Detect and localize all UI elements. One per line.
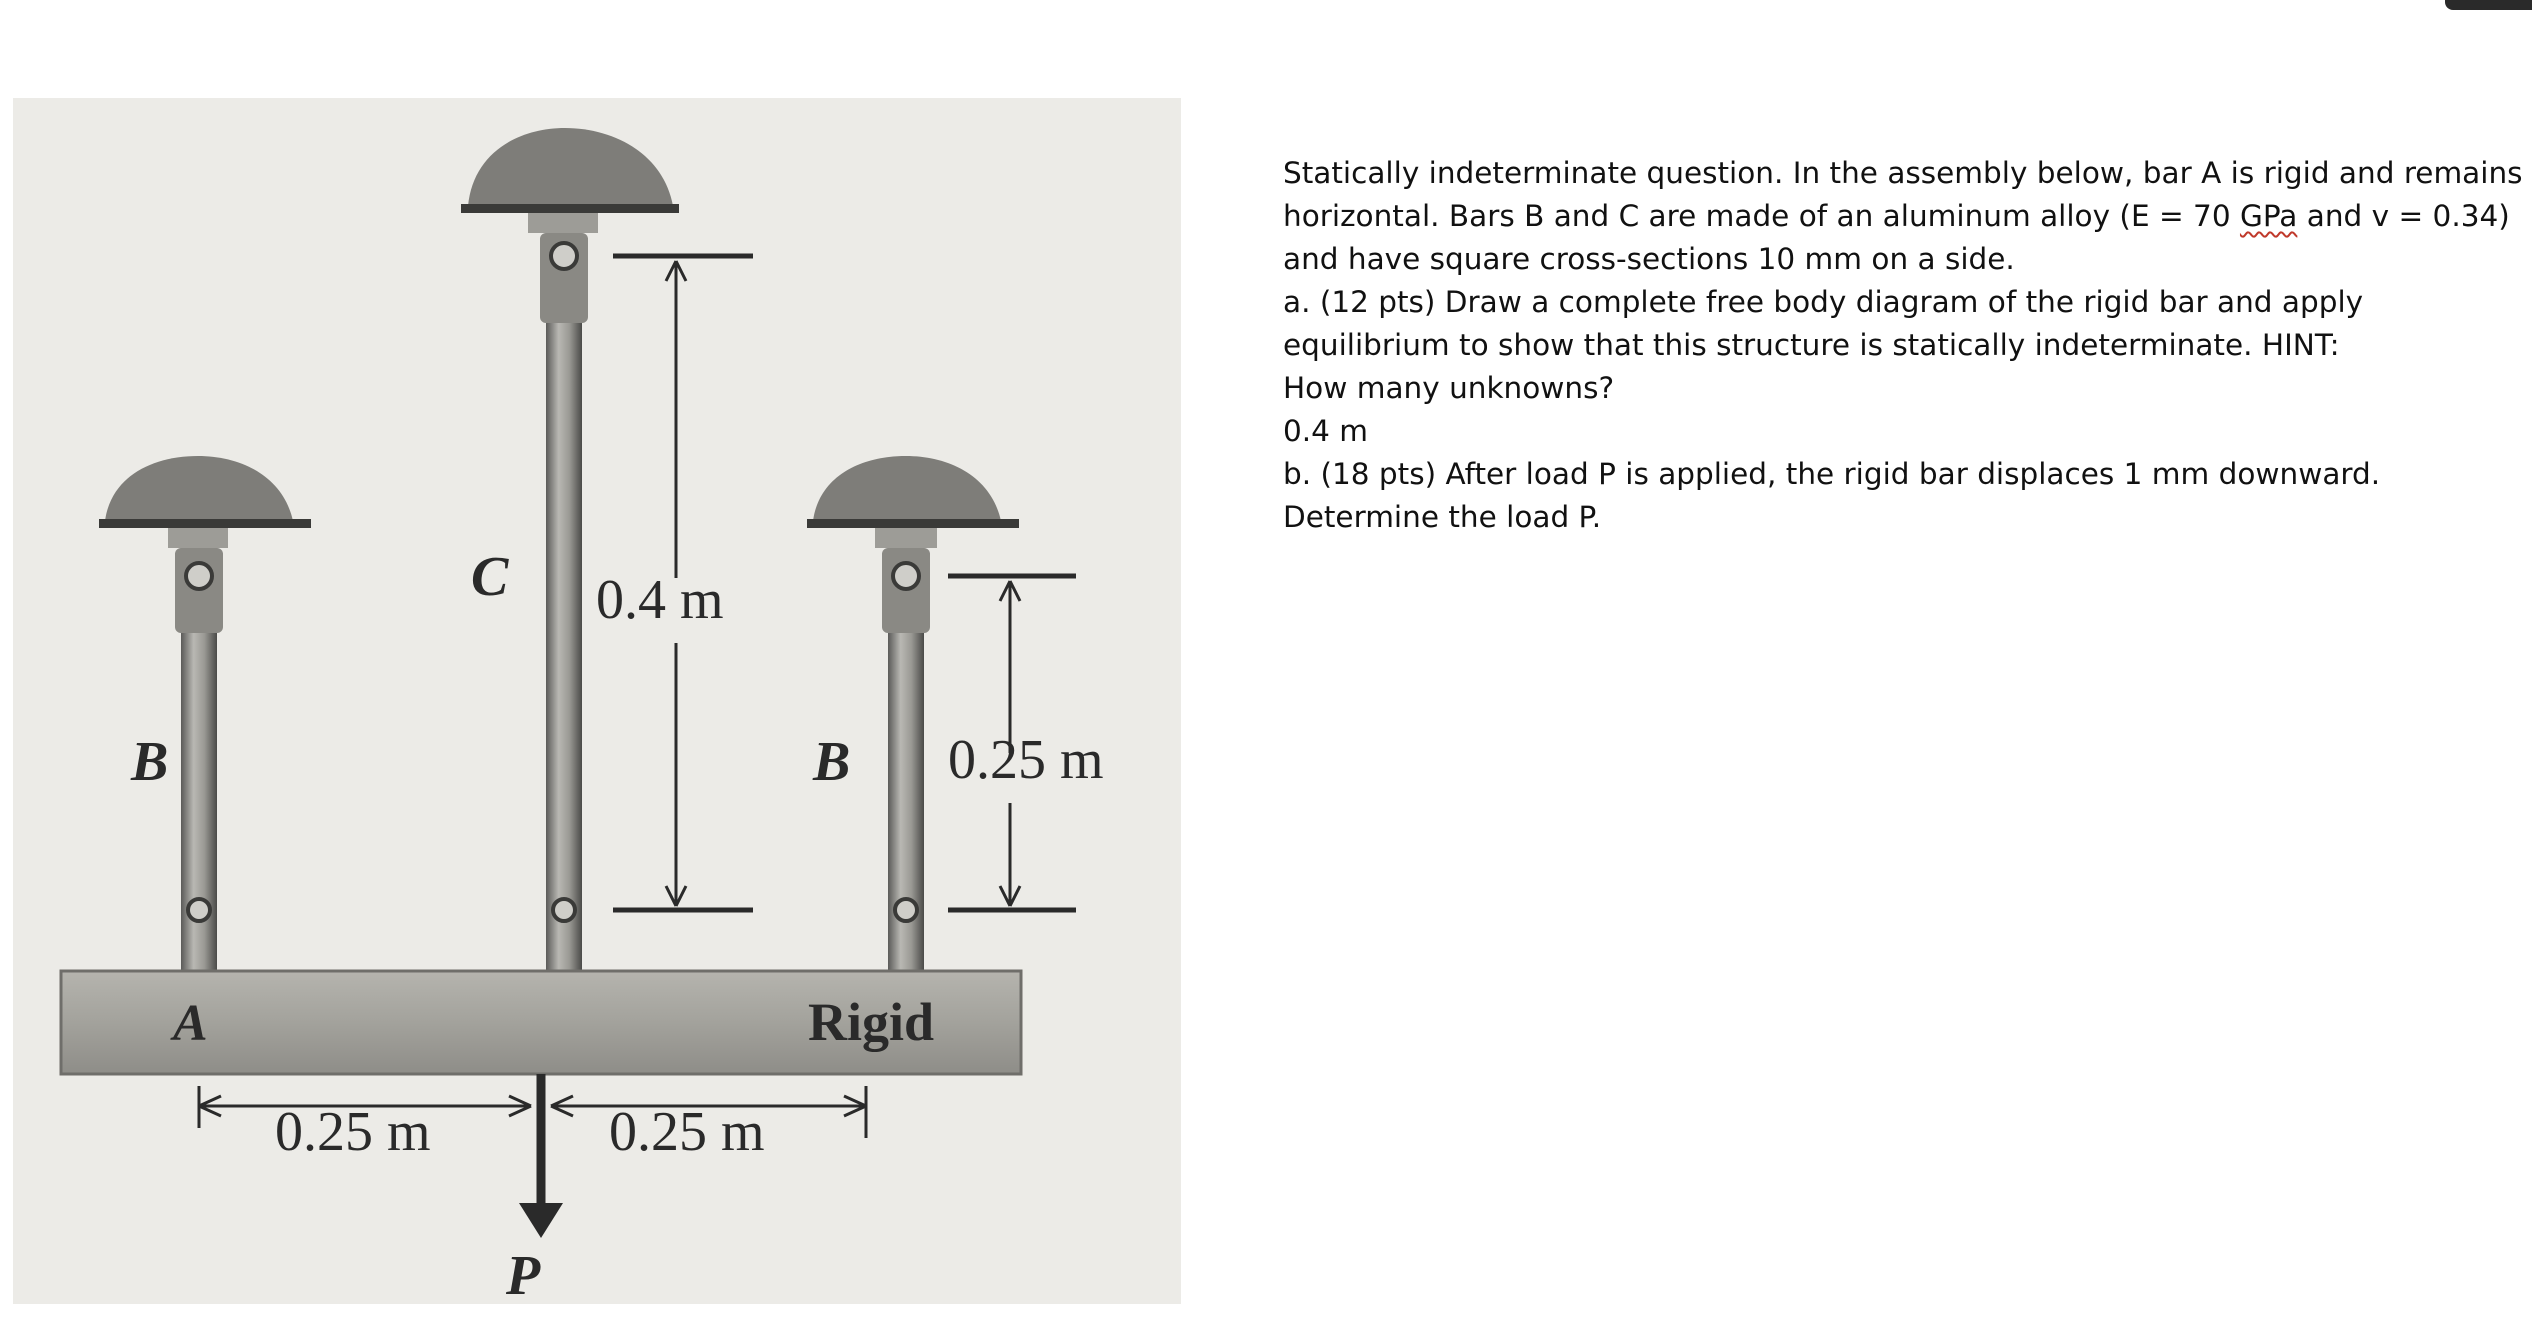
dim-label-b: 0.25 m	[948, 729, 1104, 791]
dim-label-c: 0.4 m	[596, 569, 724, 631]
label-c: C	[471, 546, 509, 608]
window-corner-mark	[2445, 0, 2532, 10]
support-c	[461, 128, 679, 233]
assembly-diagram	[13, 98, 1181, 1304]
dim-label-left-span: 0.25 m	[275, 1101, 431, 1163]
label-b-left: B	[131, 731, 169, 793]
label-rigid: Rigid	[808, 992, 935, 1052]
rod-c	[540, 233, 588, 1075]
spellcheck-word: GPa	[2239, 199, 2298, 233]
support-b-right	[807, 456, 1019, 548]
question-text	[1283, 152, 2528, 539]
support-b-left	[99, 456, 311, 548]
assembly-figure	[13, 98, 1181, 1304]
question-intro: Statically indeterminate question. In the assembly below, bar A is rigid and remains horizontal. Bars B and C are made of an aluminum alloy (E = 70 GPa and v = 0.34) and have square cross-sections 10 mm on a side.	[1283, 156, 2523, 276]
part-b: b. (18 pts) After load P is applied, the rigid bar displaces 1 mm downward. Determine the load P.	[1283, 457, 2381, 534]
length-note: 0.4 m	[1283, 414, 1369, 448]
load-arrow	[519, 1074, 563, 1238]
part-a: a. (12 pts) Draw a complete free body diagram of the rigid bar and apply equilibrium to show that this structure is statically indeterminate. HINT:	[1283, 285, 2364, 362]
dim-label-right-span: 0.25 m	[609, 1101, 765, 1163]
label-load-p: P	[506, 1245, 541, 1304]
label-b-right: B	[813, 731, 851, 793]
label-a: A	[173, 995, 208, 1052]
hint: How many unknowns?	[1283, 371, 1615, 405]
